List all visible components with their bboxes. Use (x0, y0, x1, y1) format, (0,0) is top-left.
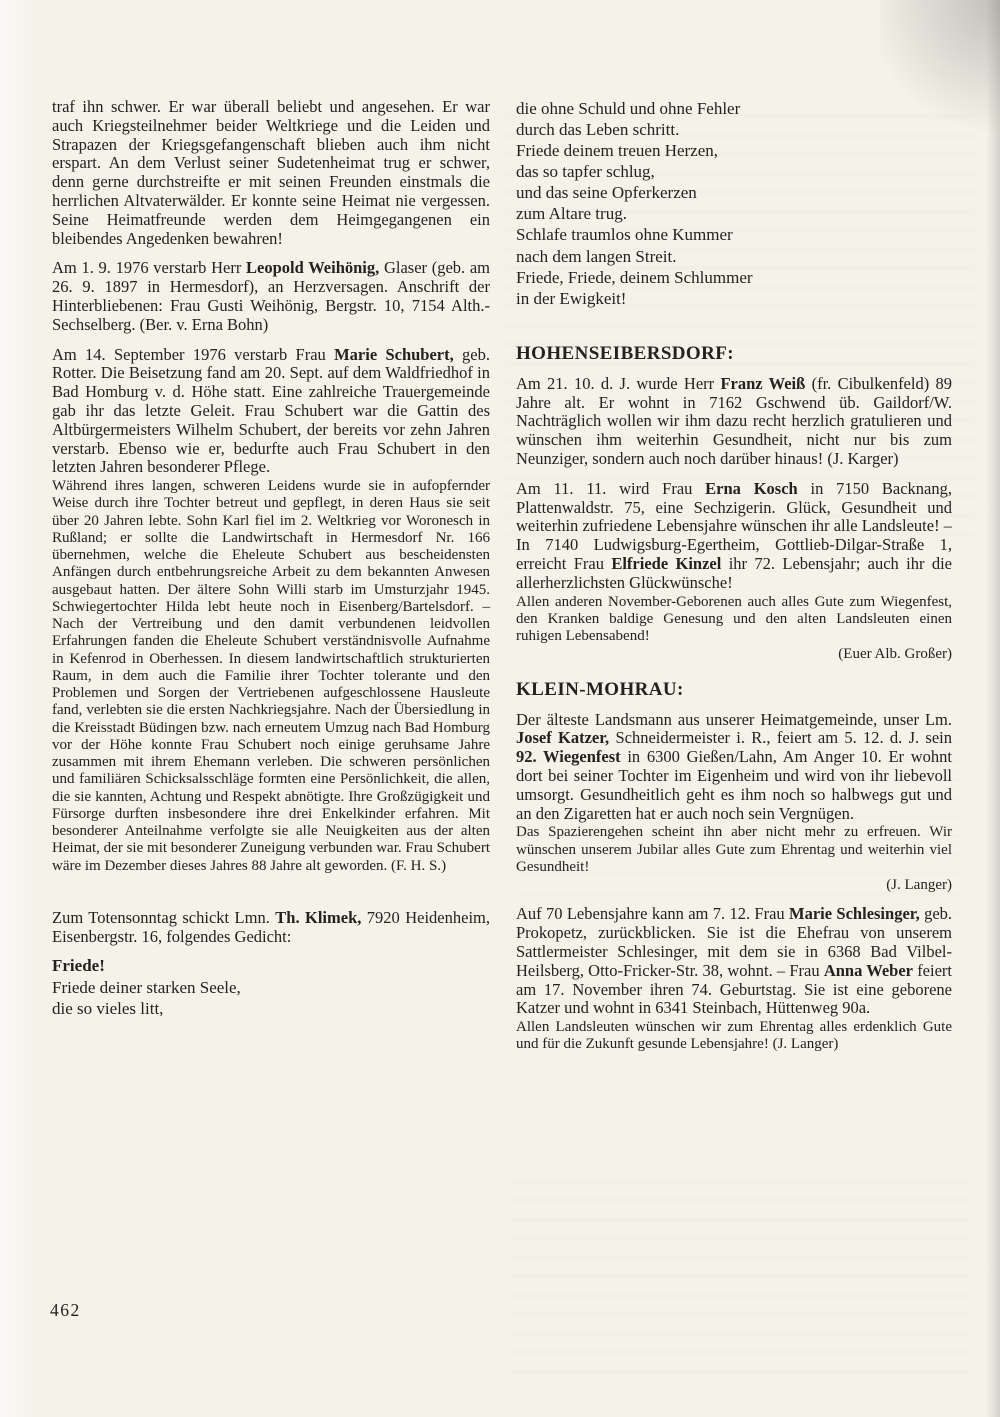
poem-line: nach dem langen Streit. (516, 246, 677, 266)
signature-langer (516, 877, 952, 894)
poem-line: in der Ewigkeit! (516, 288, 627, 308)
text-run: Zum Totensonntag schickt Lmn. (52, 907, 276, 927)
text-run: traf ihn schwer. Er war überall beliebt und angesehen. Er war auch Kriegsteilnehmer beider Weltkriege und die Leiden und Strapazen der Kriegsgefangenschaft blieben auch ihm nicht erspart. An dem Verlust seiner Sudetenheimat trug er schwer, denn gerne durchstreifte er mit seinen Freunden einstmals die herrlichen Altvaterwälder. Er konnte seine Heimat nie vergessen. Seine Heimatfreunde werden dem Heimgegangenen ein bleibendes Angedenken bewahren! (52, 97, 490, 248)
emphasized-name: Marie Schubert, (334, 344, 454, 364)
text-run: in 7150 Backnang, Plattenwaldstr. 75, eine Sechzigerin. Glück, Gesundheit und weiterhin zufriedene Lebensjahre wünschen ihr alle Landsleute! – In 7140 Ludwigsburg-Egertheim, Gottlieb-Dilgar-Straße 1, erreicht Frau (516, 478, 952, 573)
birthday-franz-weiss (516, 375, 952, 469)
text-run: geb. Rotter. Die Beisetzung fand am 20. Sept. auf dem Waldfriedhof in Bad Homburg v. d. Höhe statt. Eine zahlreiche Trauergemeinde gab ihr das letzte Geleit. Frau Schubert war die Gattin des Altbürgermeisters Wilhelm Schubert, der bereits vor zehn Jahren verstarb. Ebenso wie er, bedurfte auch Frau Schubert in den letzten Jahren besonderer Pflege. (52, 344, 490, 477)
katzer-note (516, 824, 952, 876)
heading-klein-mohrau (516, 679, 952, 701)
poem-line: das so tapfer schlug, (516, 162, 655, 182)
text-run: Am 1. 9. 1976 verstarb Herr (52, 258, 247, 278)
text-run: Am 11. 11. wird Frau (516, 478, 706, 498)
poem-line: Friede deinem treuen Herzen, (516, 141, 719, 161)
text-run: Auf 70 Lebensjahre kann am 7. 12. Frau (516, 904, 790, 924)
poem-title (52, 955, 490, 976)
emphasized-name: Erna Kosch (705, 478, 798, 498)
closing-wishes (516, 1019, 952, 1054)
november-birthday-wishes (516, 594, 952, 646)
text-run: Während ihres langen, schweren Leidens wurde sie in aufopfernder Weise durch ihre Tochter betreut und gepflegt, in deren Haus sie seit über 20 Jahren lebte. Sohn Karl fiel im 2. Weltkrieg vor Woronesch in Rußland; er sollte die Landwirtschaft in Hermesdorf Nr. 166 übernehmen, welche die Eheleute Schubert aus bescheidensten Anfängen durch entbehrungsreiche Arbeit zu dem bekannten Anwesen ausgebaut hatten. Der ältere Sohn Willi starb im Umsturzjahr 1945. Schwiegertochter Hilda lebt heute noch in Eisenberg/Bartelsdorf. – Nach der Vertreibung und den damit verbundenen leidvollen Erfahrungen fanden die Eheleute Schubert verständnisvolle Aufnahme in Kefenrod in Oberhessen. In diesem landwirtschaftlich strukturierten Raum, in dem auch die Familie ihrer Tochter tolerante und den Problemen und Sorgen der Vertriebenen aufgeschlossene Hausleute fand, verlebten sie die ersten Nachkriegsjahre. Nach der Übersiedlung in die Kreisstadt Büdingen bzw. nach erneutem Umzug nach Bad Homburg vor der Höhe konnte Frau Schubert noch einige geruhsame Jahre zusammen mit ihrem Ehemann verleben. Die schweren persönlichen und familiären Schicksalsschläge formten eine Persönlichkeit, die allen, die sie kannten, Achtung und Respekt abnötigte. Ihre Großzügigkeit und Fürsorge durften insbesondere ihre drei Enkelkinder erfahren. Mit besonderer Anteilnahme verfolgte sie alle Neuigkeiten aus der alten Heimat, der sie mit besonderer Zuneigung verbunden war. Frau Schubert wäre im Dezember dieses Jahres 88 Jahre alt geworden. (F. H. S.) (52, 478, 490, 874)
text-run: Am 14. September 1976 verstarb Frau (52, 344, 335, 364)
obituary-marie-schubert (52, 346, 490, 478)
text-run: Glaser (geb. am 26. 9. 1897 in Hermesdorf), an Herzversagen. Anschrift der Hinterbliebenen: Frau Gusti Weihönig, Bergstr. 10, 7154 Alth.-Sechselberg. (Ber. v. Erna Bohn) (52, 258, 491, 334)
signature-grosser (516, 646, 952, 663)
birthday-josef-katzer (516, 711, 952, 824)
scan-left-strip (0, 0, 38, 1417)
poem-line: und das seine Opferkerzen (516, 183, 697, 203)
text-run: Allen Landsleuten wünschen wir zum Ehrentag alles erdenklich Gute und für die Zukunft gesunde Lebensjahre! (J. Langer) (516, 1019, 952, 1053)
emphasized-name: Franz Weiß (720, 373, 806, 393)
emphasized-name: 92. Wiegenfest (516, 747, 621, 767)
text-run: (Euer Alb. Großer) (838, 646, 952, 663)
emphasized-name: Marie Schlesinger, (789, 904, 920, 924)
obituary-leopold-weihoenig (52, 259, 490, 334)
text-run: Schneidermeister i. R., feiert am 5. 12. d. J. sein (609, 728, 952, 748)
emphasized-name: Josef Katzer, (516, 728, 610, 748)
emphasized-name: Elfriede Kinzel (611, 553, 722, 573)
text-run: ihr 72. Lebensjahr; auch ihr die allerherzlichsten Glückwünsche! (516, 553, 952, 592)
text-run: Der älteste Landsmann aus unserer Heimatgemeinde, unser Lm. (516, 709, 952, 729)
page-number: 462 (50, 1300, 81, 1320)
poem-first-lines (52, 977, 490, 1019)
ink-bleedthrough (510, 1180, 970, 1380)
emphasized-name: Anna Weber (823, 960, 913, 980)
emphasized-name: Friede! (52, 956, 105, 976)
poem-introduction (52, 909, 490, 947)
birthday-kosch-kinzel (516, 480, 952, 593)
left-column (52, 98, 490, 1065)
heading-hohenseibersdorf (516, 343, 952, 365)
text-columns (52, 98, 952, 1065)
poem-line: Schlafe traumlos ohne Kummer (516, 225, 733, 245)
poem-line: durch das Leben schritt. (516, 120, 680, 140)
text-run: Das Spazierengehen scheint ihn aber nicht mehr zu erfreuen. Wir wünschen unserem Jubilar alles Gute zum Ehrentag und weiterhin viel Gesundheit! (516, 824, 952, 875)
text-run: Am 21. 10. d. J. wurde Herr (516, 373, 721, 393)
right-column (516, 98, 952, 1065)
poem-continuation (516, 98, 952, 309)
text-run: KLEIN-MOHRAU: (516, 678, 684, 700)
text-run: (fr. Cibulkenfeld) 89 Jahre alt. Er wohnt in 7162 Gschwend üb. Gaildorf/W. Nachträglich wollen wir ihm dazu recht herzlich gratulieren und wünschen ihm weiterhin Gesundheit, nicht nur bis zum Neunziger, sondern auch noch darüber hinaus! (J. Karger) (516, 373, 953, 468)
emphasized-name: Leopold Weihönig, (246, 258, 380, 278)
text-run: 7920 Heidenheim, Eisenbergstr. 16, folgendes Gedicht: (52, 907, 490, 946)
poem-line: die ohne Schuld und ohne Fehler (516, 99, 741, 118)
obituary-marie-schubert-details (52, 478, 490, 875)
scan-edge-shade (986, 0, 1000, 1417)
text-run: Allen anderen November-Geborenen auch alles Gute zum Wiegenfest, den Kranken baldige Genesung und den alten Landsleuten einen ruhigen Lebensabend! (516, 593, 952, 645)
text-run: (J. Langer) (886, 877, 952, 894)
text-run: geb. Prokopetz, zurückblicken. Sie ist die Ehefrau von unserem Sattlermeister Schlesinger, mit dem sie in 6368 Bad Vilbel-Heilsberg, Otto-Fricker-Str. 38, wohnt. – Frau (516, 904, 953, 980)
text-run: in 6300 Gießen/Lahn, Am Anger 10. Er wohnt dort bei seiner Tochter im Eigenheim und wird von ihr liebevoll umsorgt. Gesundheitlich geht es ihm noch so halbwegs gut und an den Zigaretten hat er auch noch sein Vergnügen. (516, 747, 952, 823)
poem-line: Friede deiner starken Seele, (52, 977, 241, 997)
text-run: HOHENSEIBERSDORF: (516, 342, 734, 364)
birthday-schlesinger-weber (516, 905, 952, 1018)
continued-obituary-paragraph (52, 98, 490, 248)
poem-line: die so vieles litt, (52, 998, 164, 1018)
text-run: feiert am 17. November ihren 74. Geburtstag. Sie ist eine geborene Katzer und wohnt in 6341 Steinbach, Hüttenweg 90a. (516, 960, 952, 1018)
emphasized-name: Th. Klimek, (275, 907, 362, 927)
poem-line: zum Altare trug. (516, 204, 627, 224)
poem-line: Friede, Friede, deinem Schlummer (516, 267, 753, 287)
